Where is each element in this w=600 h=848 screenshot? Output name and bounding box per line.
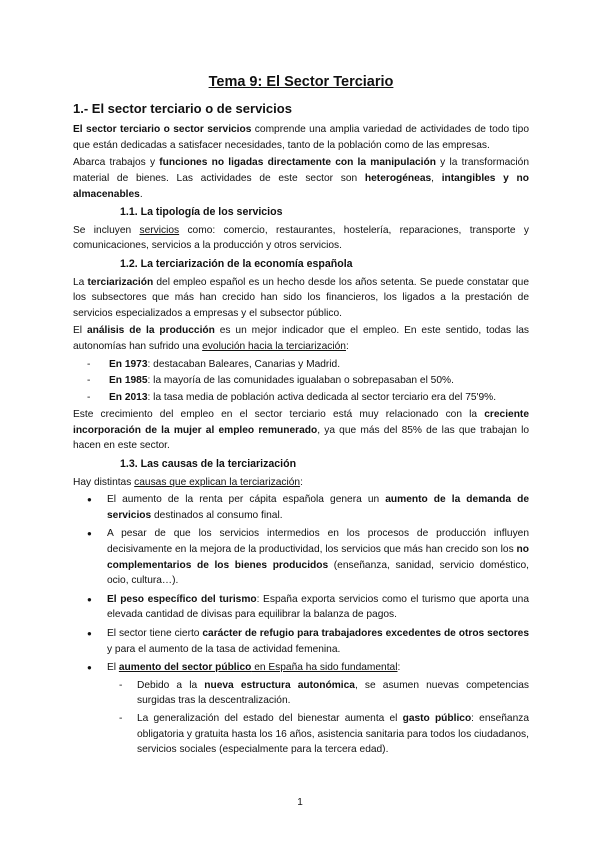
list-item — [73, 373, 529, 389]
evolution-list — [73, 357, 529, 406]
sublist-item — [107, 711, 529, 758]
section-heading-1: 1.- El sector terciario o de servicios — [73, 100, 292, 116]
text-run: Abarca trabajos y — [73, 157, 160, 169]
sublist-item — [107, 678, 529, 709]
text-run: servicios — [139, 224, 180, 236]
paragraph — [73, 275, 529, 322]
text-run: análisis de la producción — [86, 325, 215, 337]
text-run: : la tasa media de población activa dedicada al sector terciario era del 75'9%. — [147, 391, 497, 403]
text-run: : enseñanza obligatoria y gratuita hasta los 16 años, asistencia sanitaria para todos los ciudadanos, servicios sociales (especialmente para la tercera edad). — [137, 712, 530, 756]
text-run: : destacaban Baleares, Canarias y Madrid. — [147, 358, 341, 370]
text-run: nueva estructura autonómica — [204, 679, 355, 691]
text-run: (enseñanza, sanidad, servicio doméstico, ocio, cultura…). — [107, 559, 529, 587]
text-run: y para el aumento de la tasa de actividad femenina. — [107, 643, 341, 655]
text-run: El sector terciario o sector servicios — [73, 124, 252, 136]
text-run: El sector tiene cierto — [107, 628, 203, 639]
text-run: El — [73, 325, 87, 337]
text-run: gasto público — [402, 712, 472, 724]
list-item — [73, 357, 529, 373]
text-run: En 1985 — [109, 375, 148, 387]
document-title: Tema 9: El Sector Terciario — [208, 74, 394, 90]
text-run: comprende una amplia variedad de actividades de todo tipo que están dedicadas a satisfacer necesidades, tanto de la población como de las empresas. — [73, 124, 529, 151]
text-run: heterogéneas — [364, 172, 432, 184]
text-run: Este crecimiento del empleo en el sector terciario está muy relacionado con la — [73, 409, 485, 421]
text-run: En 1973 — [109, 358, 148, 370]
text-run: , ya que más del 85% de las que trabajan lo hacen en este sector. — [73, 424, 530, 452]
text-run: creciente incorporación de la mujer al empleo remunerado — [73, 409, 529, 436]
text-run: Hay distintas — [73, 476, 135, 488]
text-run: y la transformación material de bienes. Las actividades de este sector son — [73, 157, 529, 184]
text-run: aumento del sector público — [118, 662, 252, 674]
section-heading-1-3: 1.3. Las causas de la terciarización — [120, 458, 297, 471]
document-page — [73, 70, 529, 761]
list-item — [73, 592, 529, 623]
text-run: aumento de la demanda de servicios — [107, 494, 529, 521]
paragraph — [73, 407, 529, 454]
list-item-text — [107, 662, 400, 673]
text-run: , se asumen nuevas competencias surgidas tras la descentralización. — [137, 679, 529, 707]
text-run: : la mayoría de las comunidades igualaban o sobrepasaban el 50%. — [147, 375, 454, 387]
text-run: Se incluyen — [73, 224, 140, 236]
text-run: intangibles y no almacenables — [73, 172, 529, 200]
text-run: como: comercio, restaurantes, hostelería, reparaciones, transporte y comunicaciones, servicios a la producción y otros servicios. — [73, 224, 529, 252]
paragraph — [73, 122, 529, 153]
text-run: causas que explican la terciarización — [134, 476, 301, 488]
text-run: La generalización del estado del bienestar aumenta el — [137, 712, 403, 724]
list-item — [73, 526, 529, 588]
paragraph — [73, 223, 529, 254]
page-number: 1 — [297, 797, 303, 808]
text-run: terciarización — [87, 276, 154, 288]
section-heading-1-1: 1.1. La tipología de los servicios — [120, 206, 283, 219]
text-run: es un mejor indicador que el empleo. En este sentido, todas las autonomías han sufrido una — [73, 325, 529, 352]
text-run: , — [431, 172, 442, 184]
text-run: : España exporta servicios como el turismo que aporta una elevada cantidad de divisas para equilibrar la balanza de pagos. — [107, 593, 529, 621]
text-run: : — [397, 662, 401, 674]
text-run: : — [345, 340, 349, 352]
text-run: : — [300, 476, 303, 488]
list-item — [73, 626, 529, 657]
section-heading-1-2: 1.2. La terciarización de la economía española — [120, 257, 353, 270]
text-run: destinados al consumo final. — [151, 509, 283, 521]
list-item — [73, 660, 529, 758]
text-run: en España ha sido fundamental — [251, 662, 398, 674]
causes-list — [73, 492, 529, 758]
text-run: El aumento de la renta per cápita española genera un — [107, 494, 386, 506]
text-run: El peso específico del turismo — [107, 593, 257, 605]
text-run: A pesar de que los servicios intermedios en los procesos de producción influyen decisivamente en la mejora de la productividad, los servicios que más han crecido son los — [107, 528, 529, 556]
paragraph — [73, 155, 529, 202]
paragraph — [73, 475, 529, 491]
text-run: carácter de refugio para trabajadores excedentes de otros sectores — [202, 628, 530, 639]
text-run: En 2013 — [109, 391, 148, 403]
list-item — [73, 390, 529, 406]
paragraph — [73, 323, 529, 354]
list-item — [73, 492, 529, 523]
text-run: El — [107, 662, 119, 674]
text-run: no complementarios de los bienes producidos — [107, 544, 529, 571]
text-run: . — [139, 188, 143, 200]
text-run: del empleo español es un hecho desde los años setenta. Se puede constatar que los subsectores que más han crecido han sido los financieros, los ligados a la prestación de servicios especializados a empresas y el subsector público. — [73, 276, 529, 319]
text-run: evolución hacia la terciarización — [202, 340, 346, 352]
text-run: La — [73, 276, 88, 288]
text-run: Debido a la — [137, 679, 205, 691]
text-run: funciones no ligadas directamente con la manipulación — [159, 157, 436, 169]
public-sector-sublist — [107, 678, 529, 758]
